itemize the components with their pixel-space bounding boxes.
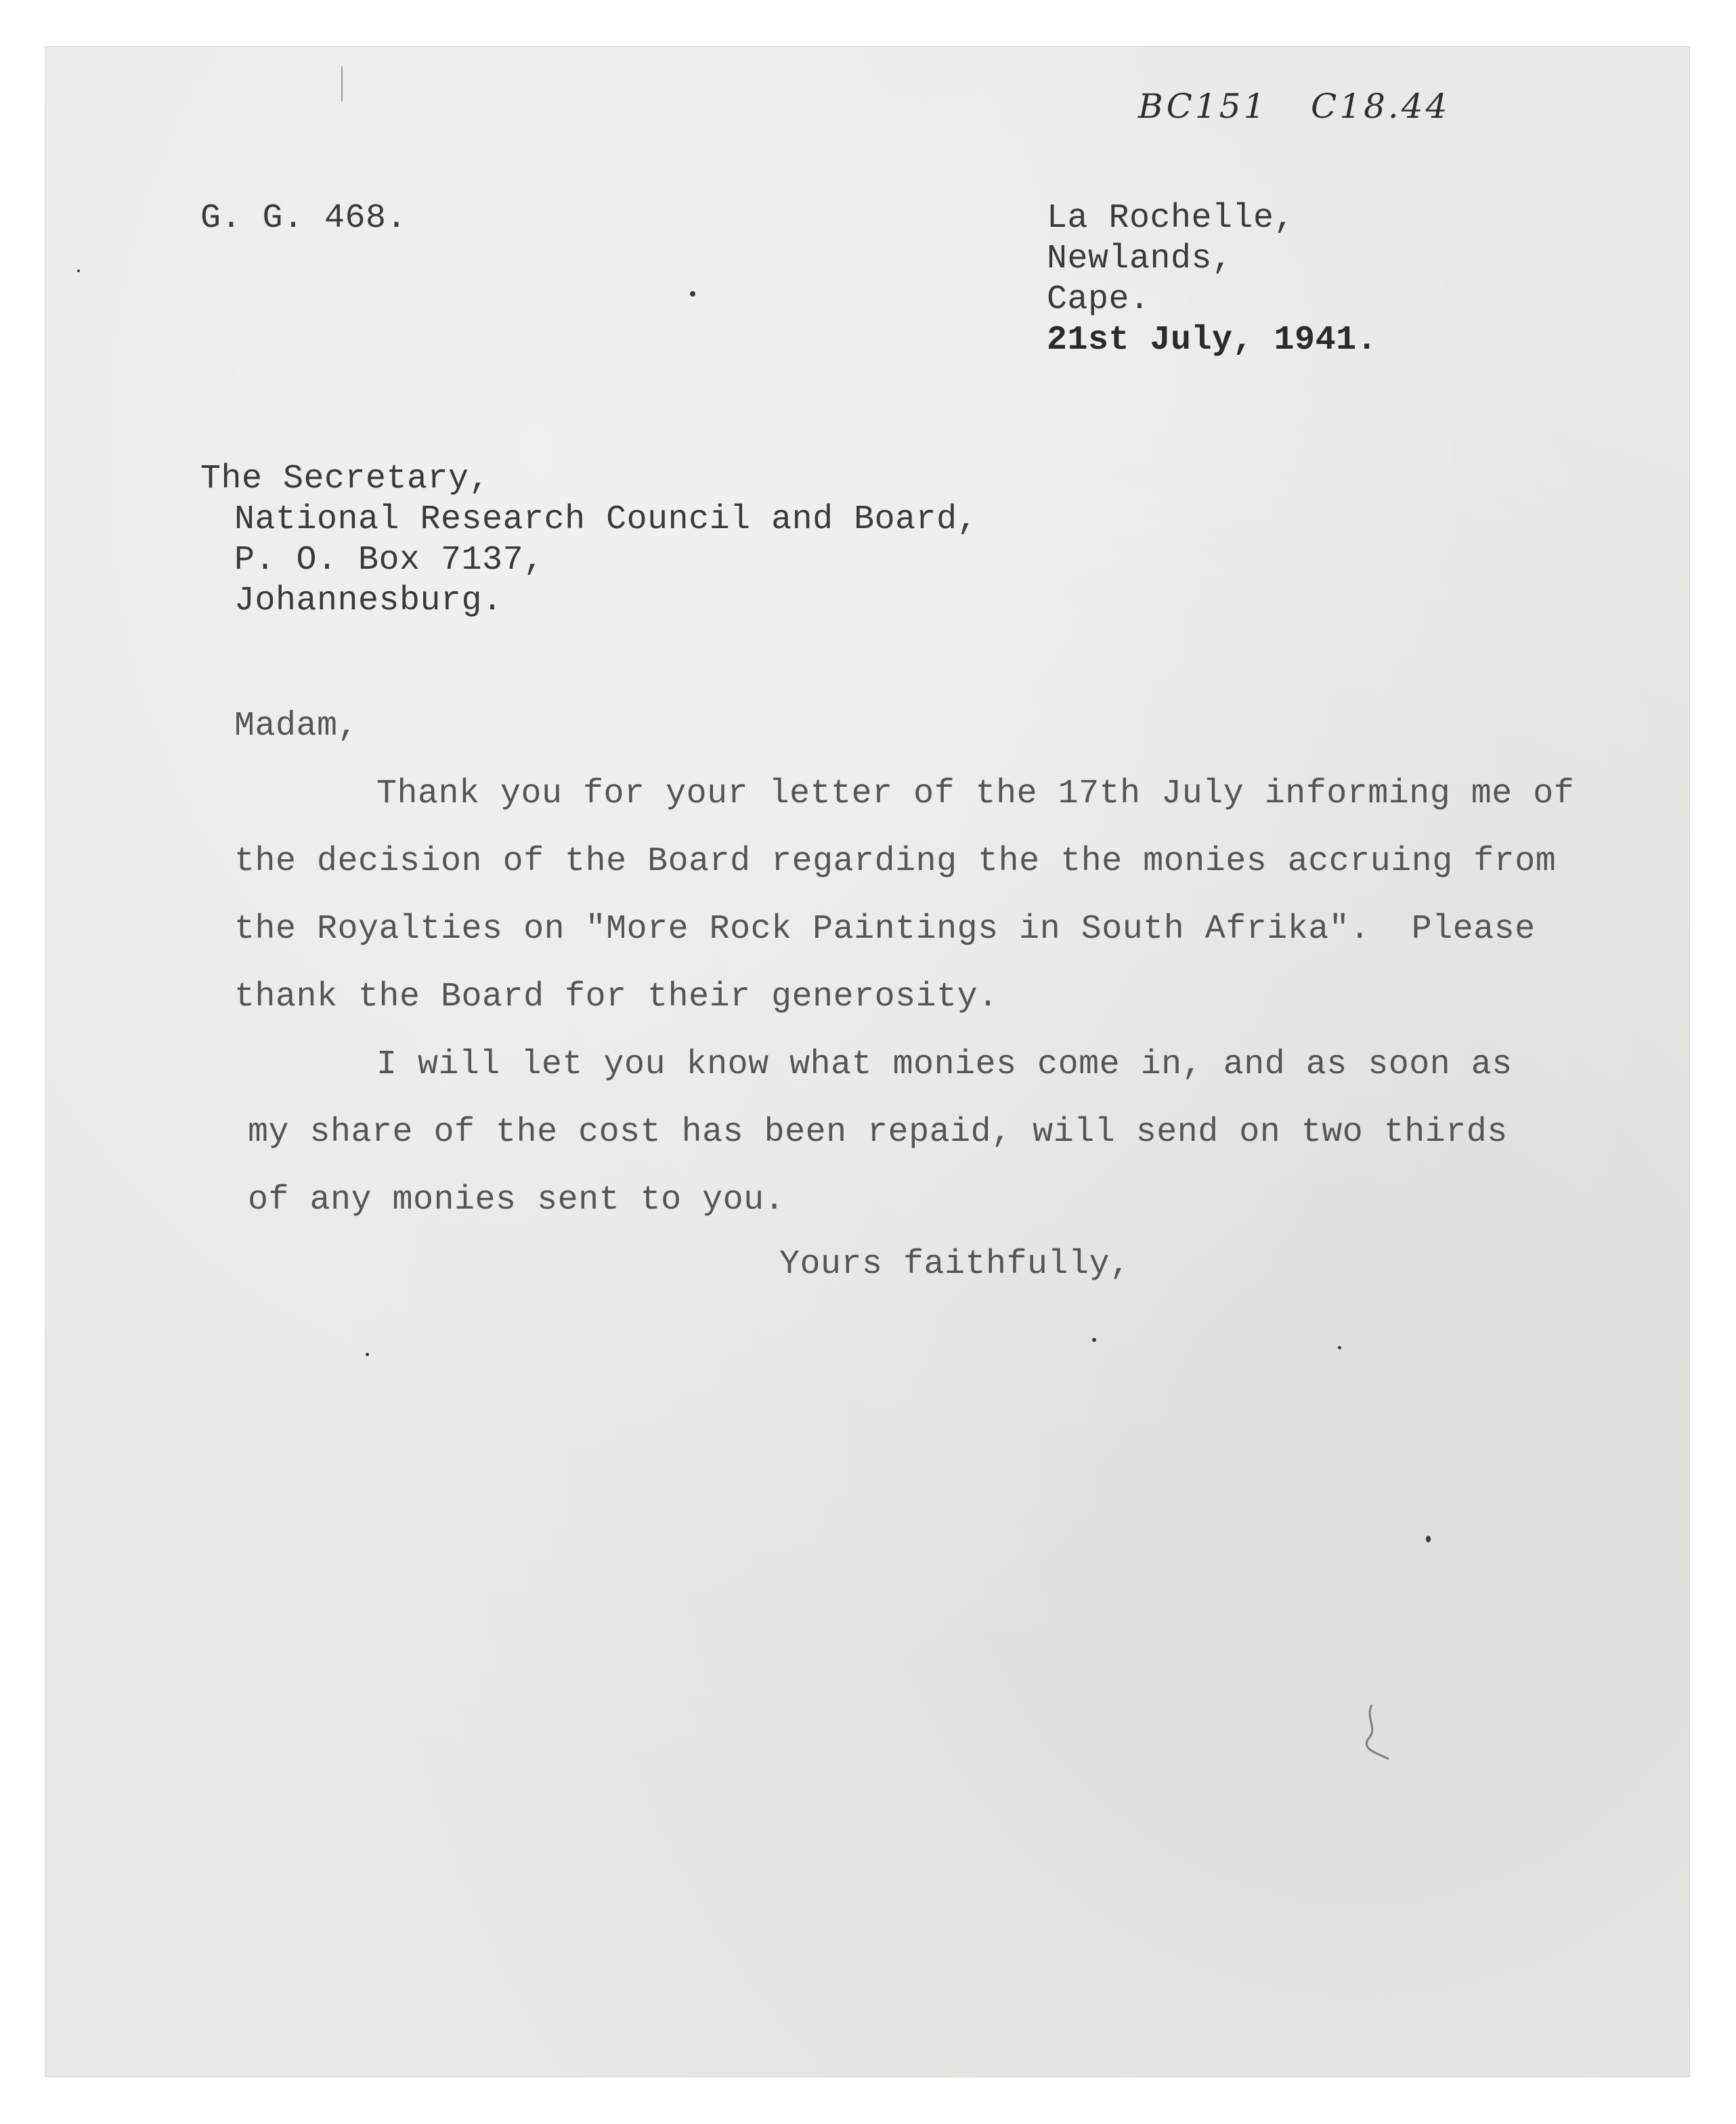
recipient-line-4: Johannesburg. xyxy=(234,582,503,620)
body-p2-line-3: of any monies sent to you. xyxy=(248,1181,785,1219)
body-p2-line-2: my share of the cost has been repaid, will send on two thirds xyxy=(248,1113,1508,1152)
recipient-line-2: National Research Council and Board, xyxy=(234,500,978,539)
salutation: Madam, xyxy=(234,707,359,745)
body-p1-line-2: the decision of the Board regarding the the monies accruing from xyxy=(234,842,1557,881)
paper-speck xyxy=(1092,1338,1096,1342)
body-p1-line-1: Thank you for your letter of the 17th July informing me of xyxy=(376,775,1575,813)
letter-date: 21st July, 1941. xyxy=(1047,321,1378,360)
pencil-mark xyxy=(341,66,343,102)
recipient-line-3: P. O. Box 7137, xyxy=(234,541,544,580)
recipient-line-1: The Secretary, xyxy=(200,460,490,498)
sender-address-line-2: Newlands, xyxy=(1047,240,1233,278)
paper-speck xyxy=(1338,1346,1341,1349)
pencil-squiggle xyxy=(1351,1698,1406,1773)
body-p2-line-1: I will let you know what monies come in, and as soon as xyxy=(376,1045,1513,1084)
letter-page xyxy=(45,46,1690,2077)
archive-code-1: BC151 xyxy=(1138,87,1268,126)
reference-number: G. G. 468. xyxy=(200,199,408,238)
body-p1-line-3: the Royalties on "More Rock Paintings in South Afrika". Please xyxy=(234,910,1536,949)
archive-code-2: C18.44 xyxy=(1311,87,1450,126)
paper-speck xyxy=(690,291,695,297)
paper-speck xyxy=(366,1353,369,1356)
closing: Yours faithfully, xyxy=(779,1245,1131,1284)
paper-speck xyxy=(77,269,80,272)
paper-speck xyxy=(1426,1536,1431,1542)
sender-address-line-3: Cape. xyxy=(1047,280,1150,319)
sender-address-line-1: La Rochelle, xyxy=(1047,199,1295,238)
body-p1-line-4: thank the Board for their generosity. xyxy=(234,978,999,1016)
